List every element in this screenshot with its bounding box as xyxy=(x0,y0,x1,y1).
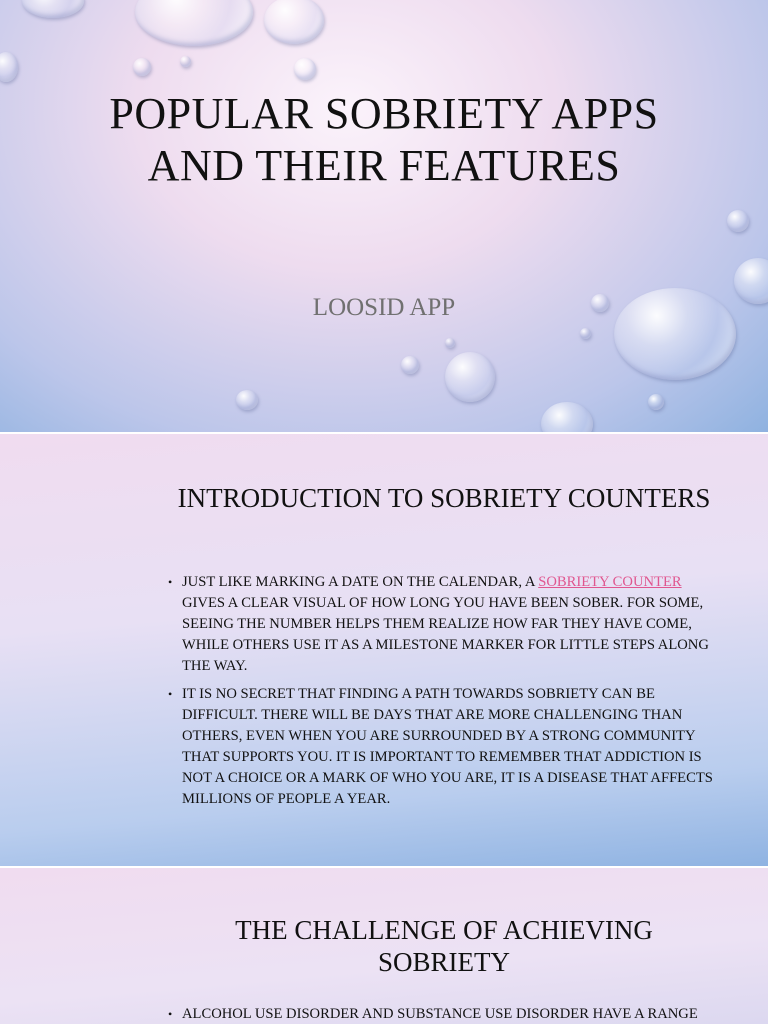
water-drop-decoration xyxy=(294,58,316,80)
water-drop-decoration xyxy=(734,258,768,304)
bullet-list xyxy=(166,1004,726,1024)
water-drop-decoration xyxy=(445,352,495,402)
slide-subtitle: LOOSID APP xyxy=(312,294,456,321)
bullet-text: GIVES A CLEAR VISUAL OF HOW LONG YOU HAVE BEEN SOBER. FOR SOME, SEEING THE NUMBER HELPS THEM REALIZE HOW FAR THEY HAVE COME, WHILE OTHERS USE IT AS A MILESTONE MARKER FOR LITTLE STEPS ALONG THE WAY. xyxy=(182,595,709,674)
slide-heading: THE CHALLENGE OF ACHIEVING SOBRIETY xyxy=(235,915,653,977)
water-drop-decoration xyxy=(133,58,151,76)
intro-slide xyxy=(0,434,768,866)
challenge-slide xyxy=(0,868,768,1024)
water-drop-decoration xyxy=(541,402,593,432)
title-slide xyxy=(0,0,768,432)
bullet-text: JUST LIKE MARKING A DATE ON THE CALENDAR, A xyxy=(182,574,539,590)
water-drop-decoration xyxy=(236,390,258,410)
bullet-list xyxy=(166,572,726,817)
water-drop-decoration xyxy=(727,210,749,232)
water-drop-decoration xyxy=(445,338,455,348)
water-drop-decoration xyxy=(135,0,253,46)
bullet-item: • ALCOHOL USE DISORDER AND SUBSTANCE USE DISORDER HAVE A RANGE xyxy=(166,1004,726,1024)
slide-title: POPULAR SOBRIETY APPS AND THEIR FEATURES xyxy=(109,89,659,190)
water-drop-decoration xyxy=(0,52,18,82)
sobriety-counter-link[interactable]: SOBRIETY COUNTER xyxy=(538,574,682,590)
water-drop-decoration xyxy=(580,328,591,339)
slide-heading: INTRODUCTION TO SOBRIETY COUNTERS xyxy=(177,483,711,513)
water-drop-decoration xyxy=(180,56,191,67)
water-drop-decoration xyxy=(264,0,324,44)
water-drop-decoration xyxy=(648,394,664,410)
bullet-item xyxy=(166,572,726,677)
bullet-item: • IT IS NO SECRET THAT FINDING A PATH TOWARDS SOBRIETY CAN BE DIFFICULT. THERE WILL BE DAYS THAT ARE MORE CHALLENGING THAN OTHERS, EVEN WHEN YOU ARE SURROUNDED BY A STRONG COMMUNITY THAT SUPPORTS YOU. IT IS IMPORTANT TO REMEMBER THAT ADDICTION IS NOT A CHOICE OR A MARK OF WHO YOU ARE, IT IS A DISEASE THAT AFFECTS MILLIONS OF PEOPLE A YEAR. xyxy=(166,684,726,810)
water-drop-decoration xyxy=(401,356,419,374)
water-drop-decoration xyxy=(22,0,84,18)
